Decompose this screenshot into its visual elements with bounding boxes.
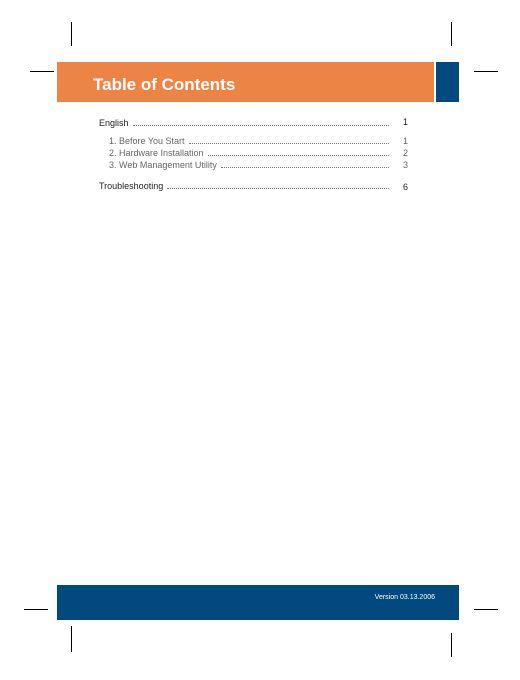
- crop-mark-top-right: [451, 22, 452, 46]
- title-bar: [57, 62, 434, 102]
- toc-page-number: 2: [402, 148, 408, 158]
- crop-mark-bottom-right: [451, 633, 452, 657]
- toc-entry-web-management-utility[interactable]: [109, 160, 392, 170]
- toc-page-number: 1: [402, 117, 408, 127]
- toc-page-number: 3: [402, 160, 408, 170]
- crop-mark-left-bottom: [24, 609, 48, 610]
- toc-entry-hardware-installation[interactable]: [109, 148, 392, 158]
- toc-leader: [167, 187, 389, 189]
- footer-bar: [57, 585, 459, 620]
- toc-leader: [208, 154, 389, 156]
- toc-entry-english[interactable]: [99, 118, 392, 128]
- crop-mark-right-top: [474, 71, 498, 72]
- title-accent-block: [436, 62, 459, 102]
- toc-leader: [221, 166, 389, 168]
- toc-page-number: 6: [402, 182, 408, 192]
- crop-mark-bottom-left: [71, 626, 72, 652]
- toc-entry-label: Troubleshooting: [99, 181, 164, 191]
- toc-entry-before-you-start[interactable]: [109, 136, 392, 146]
- toc-entry-label: English: [99, 118, 129, 128]
- crop-mark-left-top: [30, 71, 54, 72]
- toc-page-number: 1: [402, 136, 408, 146]
- toc-entry-label: 1. Before You Start: [109, 136, 185, 146]
- toc-entry-label: 2. Hardware Installation: [109, 148, 204, 158]
- toc-entry-label: 3. Web Management Utility: [109, 160, 217, 170]
- toc-leader: [133, 124, 389, 126]
- page-title: Table of Contents: [93, 75, 236, 94]
- toc-leader: [189, 142, 389, 144]
- toc-entry-troubleshooting[interactable]: [99, 181, 392, 191]
- crop-mark-right-bottom: [474, 609, 498, 610]
- version-label: Version 03.13.2006: [374, 594, 435, 601]
- crop-mark-top-left: [71, 22, 72, 46]
